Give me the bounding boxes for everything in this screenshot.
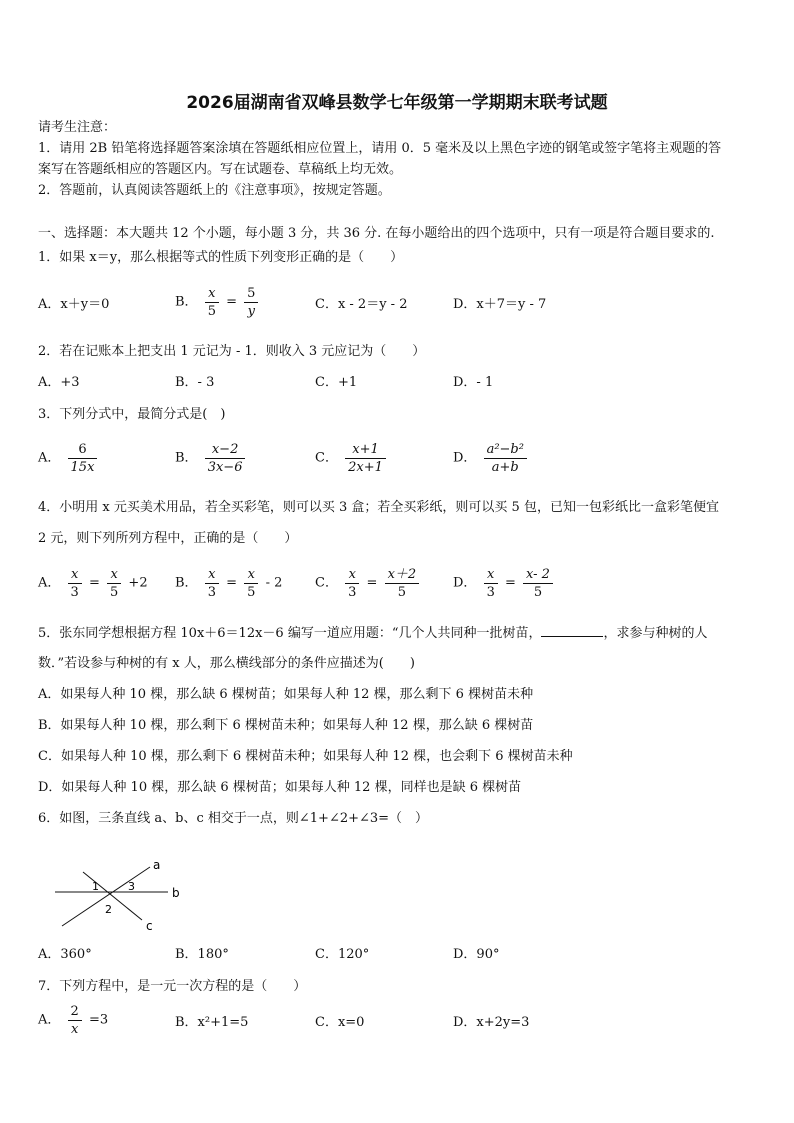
q1-option-b-label: B．	[175, 294, 198, 310]
q4-c-frac-right	[385, 566, 420, 601]
q1-b-num-right: 5	[244, 285, 258, 303]
label-a: a	[153, 858, 161, 872]
q4-b-tail: - 2	[265, 575, 283, 591]
question-4-stem-b: 2 元，则下列所列方程中，正确的是（ ）	[38, 531, 298, 546]
q4-option-d	[453, 566, 556, 601]
q4-d-n1: x	[484, 566, 498, 584]
question-1-stem: 1．如果 x＝y，那么根据等式的性质下列变形正确的是（ ）	[38, 250, 404, 265]
q3-a-fraction	[68, 441, 98, 476]
q3-c-num: x+1	[345, 441, 386, 459]
q1-option-d: D．x＋7＝y - 7	[453, 297, 547, 312]
angle-2-label: 2	[105, 903, 112, 916]
q5-stem-part-1: 5．张东同学想根据方程 10x＋6＝12x－6 编写一道应用题：“几个人共同种一批树苗，	[38, 626, 542, 641]
q7-a-num: 2	[68, 1003, 82, 1021]
q5-option-c: C．如果每人种 10 棵，那么剩下 6 棵树苗未种；如果每人种 12 棵，也会剩下 6 棵树苗未种	[38, 749, 573, 764]
section-heading: 一、选择题：本大题共 12 个小题，每小题 3 分，共 36 分. 在每小题给出的四个选项中，只有一项是符合题目要求的.	[38, 226, 715, 241]
q3-d-fraction	[484, 441, 527, 476]
q1-b-fraction-right	[244, 285, 258, 320]
label-b: b	[172, 886, 180, 900]
question-4-stem-a: 4．小明用 x 元买美术用品，若全买彩笔，则可以买 3 盒；若全买彩纸，则可以买 5 包，已知一包彩纸比一盒彩笔便宜	[38, 500, 719, 515]
q2-option-c: C．+1	[315, 375, 358, 390]
notice-item-1a: 1．请用 2B 铅笔将选择题答案涂填在答题纸相应位置上，请用 0．5 毫米及以上黑色字迹的钢笔或签字笔将主观题的答	[38, 141, 722, 156]
q4-b-equals: =	[226, 575, 238, 591]
q5-answer-blank	[541, 624, 603, 637]
q1-option-a: A．x＋y＝0	[38, 297, 110, 312]
q4-c-d1: 3	[348, 585, 357, 600]
q4-b-n2: x	[244, 566, 258, 584]
q4-d-n2: x- 2	[523, 566, 553, 584]
q4-b-d2: 5	[247, 585, 256, 600]
q4-d-frac-left	[484, 566, 498, 601]
q3-b-den: 3x−6	[207, 460, 243, 475]
q4-c-label: C．	[315, 575, 338, 591]
q4-option-a	[38, 566, 148, 601]
q6-option-b: B．180°	[175, 947, 229, 962]
q3-c-den: 2x+1	[348, 460, 383, 475]
q3-d-den: a+b	[491, 460, 519, 475]
angle-3-label: 3	[128, 880, 135, 893]
q4-a-n2: x	[107, 566, 121, 584]
q7-a-den: x	[71, 1022, 79, 1037]
q7-a-tail: =3	[88, 1012, 109, 1028]
q4-a-n1: x	[68, 566, 82, 584]
q4-a-frac-left	[68, 566, 82, 601]
q4-d-frac-right	[523, 566, 553, 601]
q3-b-num: x−2	[205, 441, 246, 459]
q4-c-n2: x＋2	[385, 566, 420, 584]
q1-b-num-left: x	[205, 285, 219, 303]
question-7-stem: 7．下列方程中，是一元一次方程的是（ ）	[38, 979, 307, 994]
q2-option-d: D．- 1	[453, 375, 494, 390]
three-lines-figure	[50, 850, 190, 935]
page-title: 2026届湖南省双峰县数学七年级第一学期期末联考试题	[186, 93, 608, 113]
q7-option-c: C．x=0	[315, 1015, 365, 1030]
question-5-stem-b: 数．”若设参与种树的有 x 人，那么横线部分的条件应描述为( )	[38, 656, 415, 671]
q4-option-b	[175, 566, 282, 601]
q4-c-n1: x	[345, 566, 359, 584]
q3-a-label: A．	[38, 450, 61, 466]
q5-option-d: D．如果每人种 10 棵，那么缺 6 棵树苗；如果每人种 12 棵，同样也是缺 6 棵树苗	[38, 780, 522, 795]
q4-a-frac-right	[107, 566, 121, 601]
notice-item-2: 2．答题前，认真阅读答题纸上的《注意事项》，按规定答题。	[38, 183, 391, 198]
q4-d-d2: 5	[533, 585, 543, 600]
q3-option-a	[38, 441, 100, 476]
q3-a-num: 6	[68, 441, 98, 459]
q4-a-tail: +2	[128, 575, 148, 591]
q4-c-frac-left	[345, 566, 359, 601]
line-a	[62, 867, 150, 926]
q1-b-fraction-left	[205, 285, 219, 320]
q4-c-d2: 5	[397, 585, 406, 600]
q5-option-a: A．如果每人种 10 棵，那么缺 6 棵树苗；如果每人种 12 棵，那么剩下 6 棵树苗未种	[38, 687, 534, 702]
q4-d-equals: =	[505, 575, 516, 591]
q7-a-fraction	[68, 1003, 82, 1038]
q4-a-d2: 5	[110, 585, 119, 600]
q7-a-label: A．	[38, 1012, 61, 1028]
q7-option-a	[38, 1003, 108, 1038]
angle-1-label: 1	[92, 880, 99, 893]
q3-option-c	[315, 441, 389, 476]
q4-a-equals: =	[88, 575, 100, 591]
q3-b-fraction	[205, 441, 246, 476]
q4-d-label: D．	[453, 575, 477, 591]
q4-b-d1: 3	[207, 585, 216, 600]
q4-a-label: A．	[38, 575, 61, 591]
q7-option-d: D．x+2y=3	[453, 1015, 530, 1030]
q3-c-label: C．	[315, 450, 338, 466]
q2-option-a: A．+3	[38, 375, 80, 390]
q4-a-d1: 3	[70, 585, 79, 600]
question-6-stem: 6．如图，三条直线 a、b、c 相交于一点，则∠1+∠2+∠3=（ ）	[38, 811, 429, 826]
notice-item-1b: 案写在答题纸相应的答题区内。写在试题卷、草稿纸上均无效。	[38, 162, 403, 177]
q3-option-b	[175, 441, 248, 476]
q3-option-d	[453, 441, 530, 476]
label-c: c	[146, 919, 153, 933]
question-2-stem: 2．若在记账本上把支出 1 元记为 - 1．则收入 3 元应记为（ ）	[38, 344, 426, 359]
q1-b-den-right: y	[247, 304, 255, 319]
q4-d-d1: 3	[486, 585, 495, 600]
q6-option-c: C．120°	[315, 947, 370, 962]
q4-b-frac-right	[244, 566, 258, 601]
q2-option-b: B．- 3	[175, 375, 215, 390]
q3-d-num: a²−b²	[484, 441, 527, 459]
q5-stem-part-2: ，求参与种树的人	[603, 626, 708, 641]
q5-option-b: B．如果每人种 10 棵，那么剩下 6 棵树苗未种；如果每人种 12 棵，那么缺 6 棵树苗	[38, 718, 534, 733]
q4-b-frac-left	[205, 566, 219, 601]
q4-b-n1: x	[205, 566, 219, 584]
q3-c-fraction	[345, 441, 386, 476]
q6-option-d: D．90°	[453, 947, 500, 962]
q4-b-label: B．	[175, 575, 198, 591]
q4-option-c	[315, 566, 422, 601]
q3-a-den: 15x	[70, 460, 95, 475]
q1-b-den-left: 5	[207, 304, 216, 319]
q1-b-equals: =	[226, 294, 238, 310]
q6-option-a: A．360°	[38, 947, 92, 962]
q4-c-equals: =	[366, 575, 378, 591]
notice-heading: 请考生注意：	[38, 120, 117, 135]
q1-option-c: C．x - 2＝y - 2	[315, 297, 408, 312]
question-5-stem-a	[38, 624, 708, 643]
q3-d-label: D．	[453, 450, 477, 466]
question-3-stem: 3．下列分式中，最简分式是( )	[38, 407, 226, 422]
q3-b-label: B．	[175, 450, 198, 466]
q7-option-b: B．x²+1=5	[175, 1015, 249, 1030]
q1-option-b	[175, 285, 261, 320]
